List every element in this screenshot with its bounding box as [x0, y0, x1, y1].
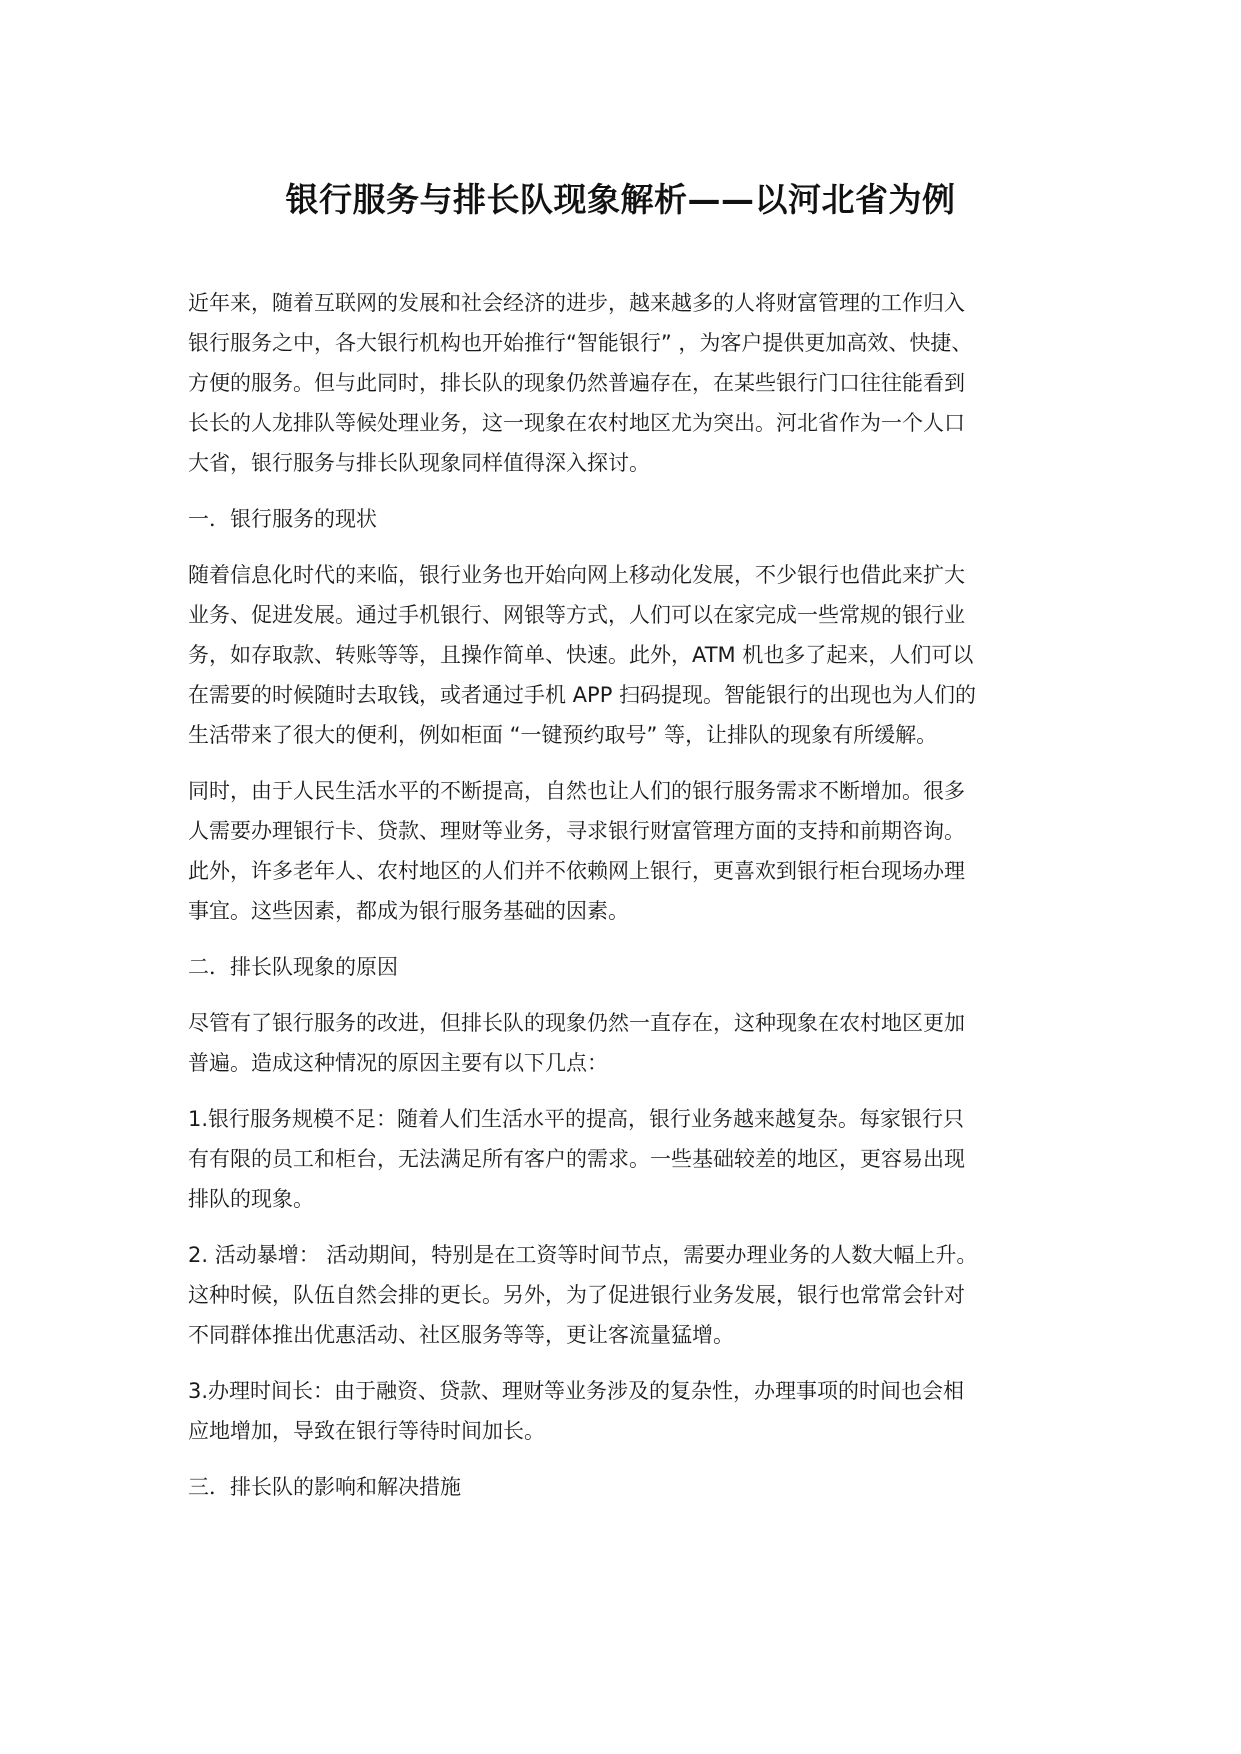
text-line: 随着信息化时代的来临，银行业务也开始向网上移动化发展，不少银行也借此来扩大 [188, 563, 965, 587]
text-line: 2. 活动暴增： 活动期间，特别是在工资等时间节点，需要办理业务的人数大幅上升。 [188, 1243, 978, 1267]
text-line: 务，如存取款、转账等等，且操作简单、快速。此外，ATM 机也多了起来，人们可以 [188, 643, 974, 667]
text-line: 业务、促进发展。通过手机银行、网银等方式，人们可以在家完成一些常规的银行业 [188, 603, 965, 627]
text-line: 这种时候，队伍自然会排的更长。另外，为了促进银行业务发展，银行也常常会针对 [188, 1283, 965, 1307]
text-line: 事宜。这些因素，都成为银行服务基础的因素。 [188, 899, 629, 923]
text-line: 应地增加，导致在银行等待时间加长。 [188, 1419, 545, 1443]
text-line: 人需要办理银行卡、贷款、理财等业务，寻求银行财富管理方面的支持和前期咨询。 [188, 819, 965, 843]
document-body [188, 283, 1060, 1523]
text-line: 同时，由于人民生活水平的不断提高，自然也让人们的银行服务需求不断增加。很多 [188, 779, 965, 803]
text-line: 方便的服务。但与此同时，排长队的现象仍然普遍存在，在某些银行门口往往能看到 [188, 371, 965, 395]
text-line: 近年来，随着互联网的发展和社会经济的进步，越来越多的人将财富管理的工作归入 [188, 291, 965, 315]
text-line: 不同群体推出优惠活动、社区服务等等，更让客流量猛增。 [188, 1323, 734, 1347]
paragraph-cause-2 [188, 1235, 1060, 1355]
paragraph-status-demand [188, 771, 1060, 931]
paragraph-intro [188, 283, 1060, 483]
text-line: 生活带来了很大的便利，例如柜面 “一键预约取号” 等，让排队的现象有所缓解。 [188, 723, 938, 747]
document-title: 银行服务与排长队现象解析——以河北省为例 [285, 180, 956, 219]
text-line: 3.办理时间长：由于融资、贷款、理财等业务涉及的复杂性，办理事项的时间也会相 [188, 1379, 965, 1403]
paragraph-cause-1 [188, 1099, 1060, 1219]
paragraph-causes-intro [188, 1003, 1060, 1083]
text-line: 此外，许多老年人、农村地区的人们并不依赖网上银行，更喜欢到银行柜台现场办理 [188, 859, 965, 883]
text-line: 大省，银行服务与排长队现象同样值得深入探讨。 [188, 451, 650, 475]
text-line: 长长的人龙排队等候处理业务，这一现象在农村地区尤为突出。河北省作为一个人口 [188, 411, 965, 435]
section-heading-2: 二．排长队现象的原因 [188, 955, 398, 979]
text-line: 银行服务之中，各大银行机构也开始推行“智能银行” ，为客户提供更加高效、快捷、 [188, 331, 973, 355]
text-line: 有有限的员工和柜台，无法满足所有客户的需求。一些基础较差的地区，更容易出现 [188, 1147, 965, 1171]
text-line: 在需要的时候随时去取钱，或者通过手机 APP 扫码提现。智能银行的出现也为人们的 [188, 683, 977, 707]
text-line: 普遍。造成这种情况的原因主要有以下几点： [188, 1051, 608, 1075]
text-line: 尽管有了银行服务的改进，但排长队的现象仍然一直存在，这种现象在农村地区更加 [188, 1011, 965, 1035]
text-line: 排队的现象。 [188, 1187, 314, 1211]
text-line: 1.银行服务规模不足：随着人们生活水平的提高，银行业务越来越复杂。每家银行只 [188, 1107, 965, 1131]
section-heading-3: 三．排长队的影响和解决措施 [188, 1475, 461, 1499]
paragraph-status-online [188, 555, 1060, 755]
paragraph-cause-3 [188, 1371, 1060, 1451]
section-heading-1: 一．银行服务的现状 [188, 507, 377, 531]
